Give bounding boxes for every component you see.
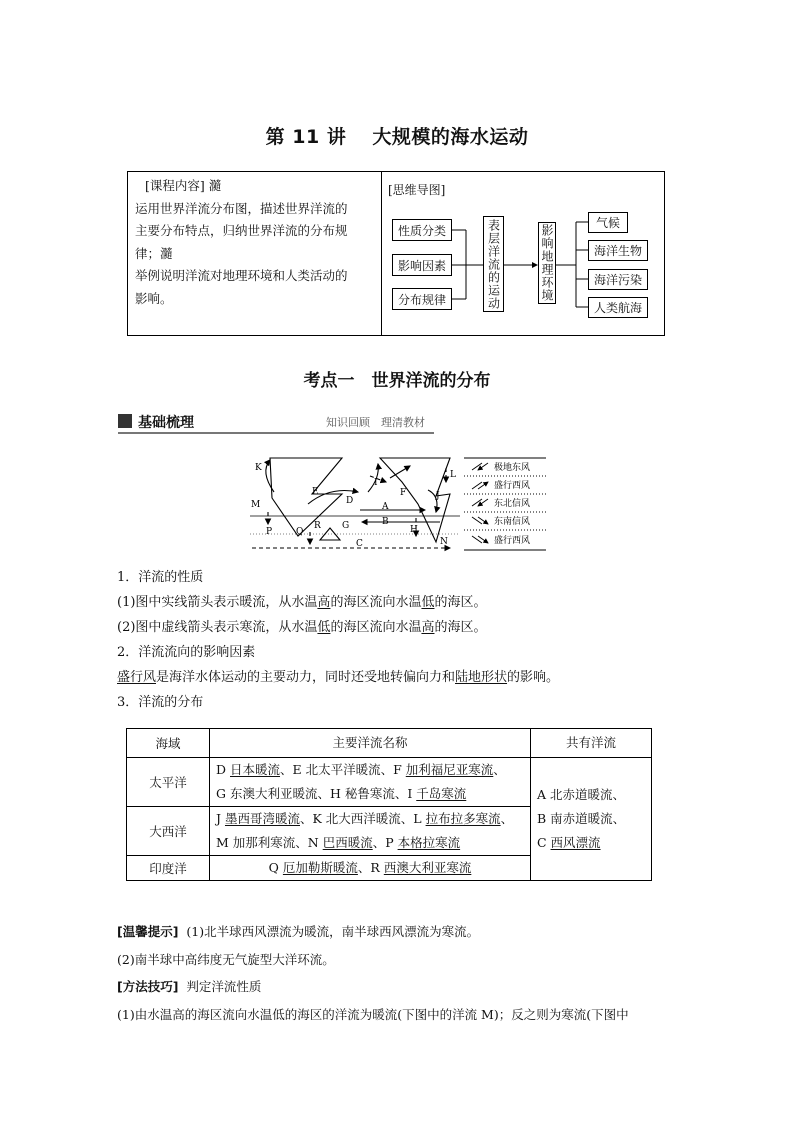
figure-left-continent — [270, 458, 342, 536]
figure-letter-c: C — [356, 539, 363, 549]
basics-rule — [118, 432, 434, 434]
legend-ne-trades: 东北信风 — [494, 499, 531, 509]
course-content-panel — [128, 172, 382, 335]
table-cell-currents: J 墨西哥湾暖流、K 北大西洋暖流、L 拉布拉多寒流、 M 加那利寒流、N 巴西暖流、P 本格拉寒流 — [210, 807, 531, 856]
mindmap-node-factors: 影响因素 — [392, 254, 452, 276]
figure-letter-k: K — [255, 463, 262, 473]
mindmap-node-navigation: 人类航海 — [588, 297, 648, 318]
table-header-shared: 共有洋流 — [531, 729, 652, 758]
tip-label: [温馨提示] — [117, 924, 179, 939]
figure-letter-b: B — [382, 517, 389, 527]
mindmap-panel — [382, 172, 664, 335]
table-cell-sea: 太平洋 — [127, 758, 210, 807]
method-heading: [方法技巧] 判定洋流性质 — [117, 979, 262, 994]
mindmap-node-surface-currents: 表层洋流的运动 — [483, 216, 504, 312]
knowledge-points — [117, 565, 677, 715]
figure-letter-p: P — [266, 527, 273, 537]
table-cell-currents: D 日本暖流、E 北太平洋暖流、F 加利福尼亚寒流、 G 东澳大利亚暖流、H 秘鲁寒流、I 千岛寒流 — [210, 758, 531, 807]
mindmap-node-distribution: 分布规律 — [392, 288, 452, 310]
figure-letter-h: H — [410, 525, 418, 535]
figure-letter-i: I — [374, 478, 378, 488]
basics-subtitle: 知识回顾 理清教材 — [326, 416, 425, 429]
method-label: [方法技巧] — [117, 979, 179, 994]
heading-flow-factors: 2．洋流流向的影响因素 — [117, 645, 256, 660]
legend-polar-easterlies: 极地东风 — [494, 463, 531, 473]
tip-line-2: (2)南半球中高纬度无气旋型大洋环流。 — [117, 951, 335, 967]
heading-current-distribution: 3．洋流的分布 — [117, 695, 204, 710]
mindmap-node-marine-life: 海洋生物 — [588, 240, 648, 261]
notes-section — [117, 918, 687, 1028]
table-cell-currents: Q 厄加勒斯暖流、R 西澳大利亚寒流 — [210, 856, 531, 881]
figure-letter-a: A — [382, 502, 389, 512]
lesson-number: 第 11 讲 — [265, 126, 347, 148]
basics-label: 基础梳理 — [138, 415, 194, 431]
point-flow-factors: 盛行风是海洋水体运动的主要动力，同时还受地转偏向力和陆地形状的影响。 — [117, 670, 560, 685]
figure-letter-m: M — [251, 500, 261, 510]
legend-westerlies-south: 盛行西风 — [494, 536, 531, 546]
table-header-sea: 海域 — [127, 729, 210, 758]
current-distribution-table — [126, 728, 652, 881]
figure-letter-n: N — [440, 537, 448, 547]
figure-letter-d: D — [346, 496, 354, 506]
figure-letter-r: R — [314, 521, 321, 531]
course-content-text: 运用世界洋流分布图，描述世界洋流的 主要分布特点，归纳世界洋流的分布规 律；瀡 举例说明洋流对地理环境和人类活动的 影响。 — [135, 200, 348, 306]
legend-se-trades: 东南信风 — [494, 517, 531, 527]
intro-box — [127, 171, 665, 336]
basics-header — [118, 410, 434, 434]
figure-letter-l: L — [450, 470, 456, 480]
table-cell-sea: 印度洋 — [127, 856, 210, 881]
course-mark-icon: 瀡 — [208, 178, 222, 193]
lesson-topic: 大规模的海水运动 — [372, 126, 529, 148]
heading-current-nature: 1．洋流的性质 — [117, 570, 204, 585]
tip-line-1: [温馨提示] (1)北半球西风漂流为暖流，南半球西风漂流为寒流。 — [117, 924, 480, 939]
point-warm-current: (1)图中实线箭头表示暖流，从水温高的海区流向水温低的海区。 — [117, 595, 487, 610]
table-cell-sea: 大西洋 — [127, 807, 210, 856]
table-cell-shared-currents: A 北赤道暖流、 B 南赤道暖流、 C 西风漂流 — [531, 758, 652, 881]
point-cold-current: (2)图中虚线箭头表示寒流，从水温低的海区流向水温高的海区。 — [117, 620, 487, 635]
table-header-row — [127, 729, 652, 758]
square-bullet-icon — [118, 414, 132, 428]
section-title: 考点一 世界洋流的分布 — [303, 371, 491, 391]
figure-letter-j: J — [436, 491, 440, 501]
mindmap-node-pollution: 海洋污染 — [588, 269, 648, 290]
figure-letter-e: E — [312, 487, 319, 497]
figure-letter-g: G — [342, 521, 350, 531]
course-content-heading: [课程内容] 瀡 — [145, 178, 222, 193]
figure-letter-q: Q — [296, 527, 304, 537]
mindmap-heading: [思维导图] — [388, 183, 446, 197]
table-row — [127, 758, 652, 807]
table-header-main: 主要洋流名称 — [210, 729, 531, 758]
method-line-1: (1)由水温高的海区流向水温低的海区的洋流为暖流(下图中的洋流 M)；反之则为寒流(下图中 — [117, 1006, 629, 1022]
figure-letter-f: F — [400, 488, 407, 498]
mindmap-node-nature: 性质分类 — [392, 219, 452, 241]
mindmap-node-climate: 气候 — [588, 212, 628, 233]
ocean-current-model-figure — [250, 452, 550, 557]
mindmap-node-environment-impact: 影响地理环境 — [540, 224, 554, 302]
legend-westerlies-north: 盛行西风 — [494, 481, 531, 491]
page-title — [0, 122, 794, 149]
